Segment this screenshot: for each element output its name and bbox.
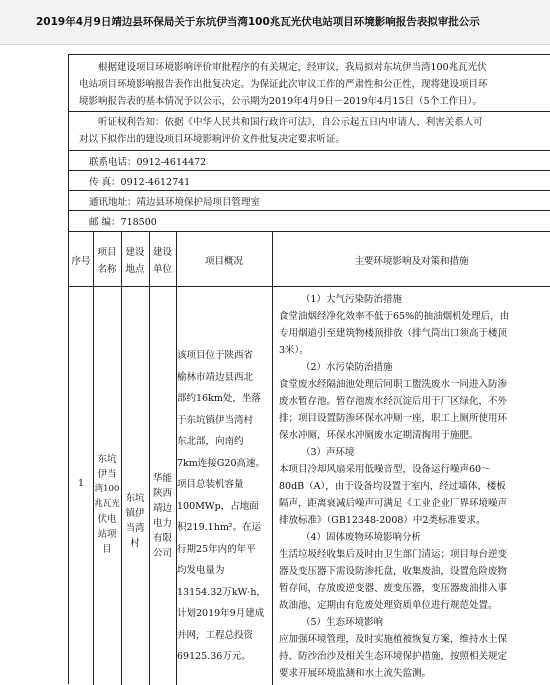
cell-text: 陕西	[152, 488, 172, 499]
header-text: 建设	[152, 247, 172, 258]
overview-line: 计划2019年9月建成	[177, 608, 265, 619]
header-text: 地点	[125, 264, 145, 275]
cell-text: 站项	[97, 529, 117, 540]
overview-line: 行期25年内的年平	[177, 543, 256, 555]
row-divider	[69, 210, 550, 211]
hearing-line: 对以下拟作出的建设项目环境影响评价文件批复决定要求听证。	[79, 134, 346, 145]
contact-postcode: 邮 编：718500	[89, 217, 157, 228]
overview-line: 并网，工程总投资	[177, 629, 254, 641]
overview-line: 13154.32万kW·h，	[177, 586, 266, 598]
hearing-line: 听证权利告知：依据《中华人民共和国行政许可法》，自公示起五日内申请人、利害关系人可	[98, 117, 483, 128]
header-unit	[149, 244, 176, 278]
header-impacts	[272, 253, 550, 270]
intro-line: 根据建设项目环境影响评价审批程序的有关规定，经审议，我局拟对东坑伊当湾100兆瓦光伏	[98, 62, 487, 73]
row-overview	[177, 345, 270, 668]
measure-line: 暂存间，存放废逆变器、废变压器，变压器废油排入事	[279, 583, 508, 594]
measure-line: 器及变压器下需设防渗托盘，收集废油，设置危险废物	[279, 566, 508, 577]
measure-line: 应加强环境管理，及时实施植被恢复方案，维持水土保	[279, 634, 508, 645]
cell-text: 东坑	[125, 493, 145, 504]
measure-line: 故油池，定期由有危废处理资质单位进行规范处置。	[279, 600, 498, 611]
measure-line: 3米）。	[279, 345, 309, 356]
cell-text: 1	[77, 478, 85, 489]
row-divider	[69, 286, 550, 287]
measure-line: 食堂油烟经净化效率不低于65%的抽油烟机处理后，由	[279, 311, 510, 322]
cell-text: 华能	[152, 473, 172, 484]
cell-text: 东坑	[97, 454, 117, 465]
row-divider	[69, 190, 550, 191]
cell-text: 公司	[152, 548, 172, 559]
row-unit	[149, 471, 176, 561]
hearing-paragraph	[79, 114, 483, 148]
measure-line: 专用烟道引至建筑物楼顶排放（排气筒出口须高于楼顶	[279, 328, 508, 339]
cell-text: 有限	[152, 533, 172, 544]
cell-text: 村	[130, 538, 140, 549]
column-divider	[121, 231, 122, 685]
row-divider	[69, 150, 550, 151]
header-name	[93, 244, 121, 278]
overview-line: 于东坑镇伊当湾村	[177, 414, 254, 426]
intro-paragraph	[79, 59, 488, 110]
measure-heading: （3）声环境	[301, 447, 355, 458]
overview-line: 该项目位于陕西省	[177, 350, 254, 361]
contact-phone: 联系电话：0912-4614472	[89, 157, 207, 168]
header-text: 单位	[152, 264, 172, 275]
overview-line: 积219.1hm²。在运	[177, 522, 262, 533]
measure-line: 排放标准》（GB12348-2008）中2类标准要求。	[279, 515, 486, 526]
measure-heading: （2）水污染防治措施	[301, 362, 393, 373]
header-location	[121, 244, 149, 278]
intro-line: 境影响报告表的基本情况予以公示，公示期为2019年4月9日－2019年4月15日（5个工作日）。	[79, 96, 482, 107]
notice-table	[68, 54, 550, 684]
measure-line: 持、防沙治沙及相关生态环境保护措施，按照相关规定	[279, 651, 508, 662]
header-text: 主要环境影响及对策和措施	[354, 256, 469, 267]
measure-line: 废水暂存池。暂存池废水经沉淀后用于厂区绿化，不外	[279, 396, 508, 407]
measure-line: 食堂废水经隔油池处理后同职工盥洗废水一同进入防渗	[279, 379, 508, 390]
contact-fax: 传 真：0912-4612741	[89, 177, 191, 188]
row-location	[121, 491, 149, 551]
row-measures	[279, 291, 550, 682]
measure-line: 本项目冷却风扇采用低噪音型，设备运行噪声60～	[279, 464, 491, 475]
column-divider	[272, 231, 273, 685]
overview-line: 榆林市靖边县西北	[177, 371, 254, 383]
header-overview	[176, 253, 272, 270]
cell-text: 电力	[152, 518, 172, 529]
cell-text: 靖边	[152, 503, 172, 514]
row-project-name	[93, 452, 121, 557]
measure-line: 排；项目设置防渗环保水冲厕一座，职工上厕所使用环	[279, 413, 508, 424]
overview-line: 项目总装机容量	[177, 479, 244, 490]
row-divider	[69, 111, 550, 112]
measure-line: 要求开展环境监测和水土流失监测。	[279, 668, 432, 679]
cell-text: 湾100	[94, 484, 120, 494]
title-bar	[0, 0, 550, 45]
overview-line: 均发电量为	[177, 565, 225, 576]
header-text: 项目	[97, 247, 117, 258]
page-title: 2019年4月9日靖边县环保局关于东坑伊当湾100兆瓦光伏电站项目环境影响报告表拟审批公示	[36, 16, 480, 28]
cell-text: 伏电	[97, 514, 117, 525]
column-divider	[149, 231, 150, 685]
cell-text: 目	[102, 544, 112, 555]
contact-address: 通讯地址：靖边县环境保护局项目管理室	[89, 197, 261, 208]
row-seq	[69, 476, 93, 491]
measure-line: 80dB（A），由于设备均设置于室内，经过墙体、楼板	[279, 481, 506, 492]
overview-line: 69125.36万元。	[177, 651, 251, 662]
overview-line: 部约16km处，坐落	[177, 393, 261, 404]
row-divider	[69, 231, 550, 232]
overview-line: 东北部，向南约	[177, 436, 244, 447]
cell-text: 伊当	[97, 469, 117, 480]
measure-line: 隔声，距离衰减后噪声可满足《工业企业厂界环境噪声	[279, 498, 508, 509]
header-text: 序号	[71, 256, 91, 267]
measure-heading: （1）大气污染防治措施	[301, 294, 403, 305]
cell-text: 兆瓦光	[94, 499, 120, 509]
header-text: 名称	[97, 264, 117, 275]
overview-line: 7km连接G20高速。	[177, 457, 265, 469]
measure-heading: （5）生态环境影响	[301, 617, 384, 628]
measure-heading: （4）固体废物环境影响分析	[301, 532, 422, 543]
row-divider	[69, 170, 550, 171]
cell-text: 镇伊	[125, 508, 145, 519]
header-text: 建设	[125, 247, 145, 258]
cell-text: 当湾	[125, 523, 145, 534]
intro-line: 电站项目环境影响报告表作出批复决定。为保证此次审议工作的严肃性和公正性，现将建设项目环	[79, 79, 488, 90]
header-seq	[69, 253, 93, 270]
overview-line: 100MWp，占地面	[177, 500, 259, 512]
measure-line: 保水冲厕，环保水冲厕废水定期清掏用于施肥。	[279, 430, 479, 441]
header-text: 项目概况	[204, 256, 243, 267]
measure-line: 生活垃圾经收集后及时由卫生部门清运；项目每台逆变	[279, 549, 508, 560]
